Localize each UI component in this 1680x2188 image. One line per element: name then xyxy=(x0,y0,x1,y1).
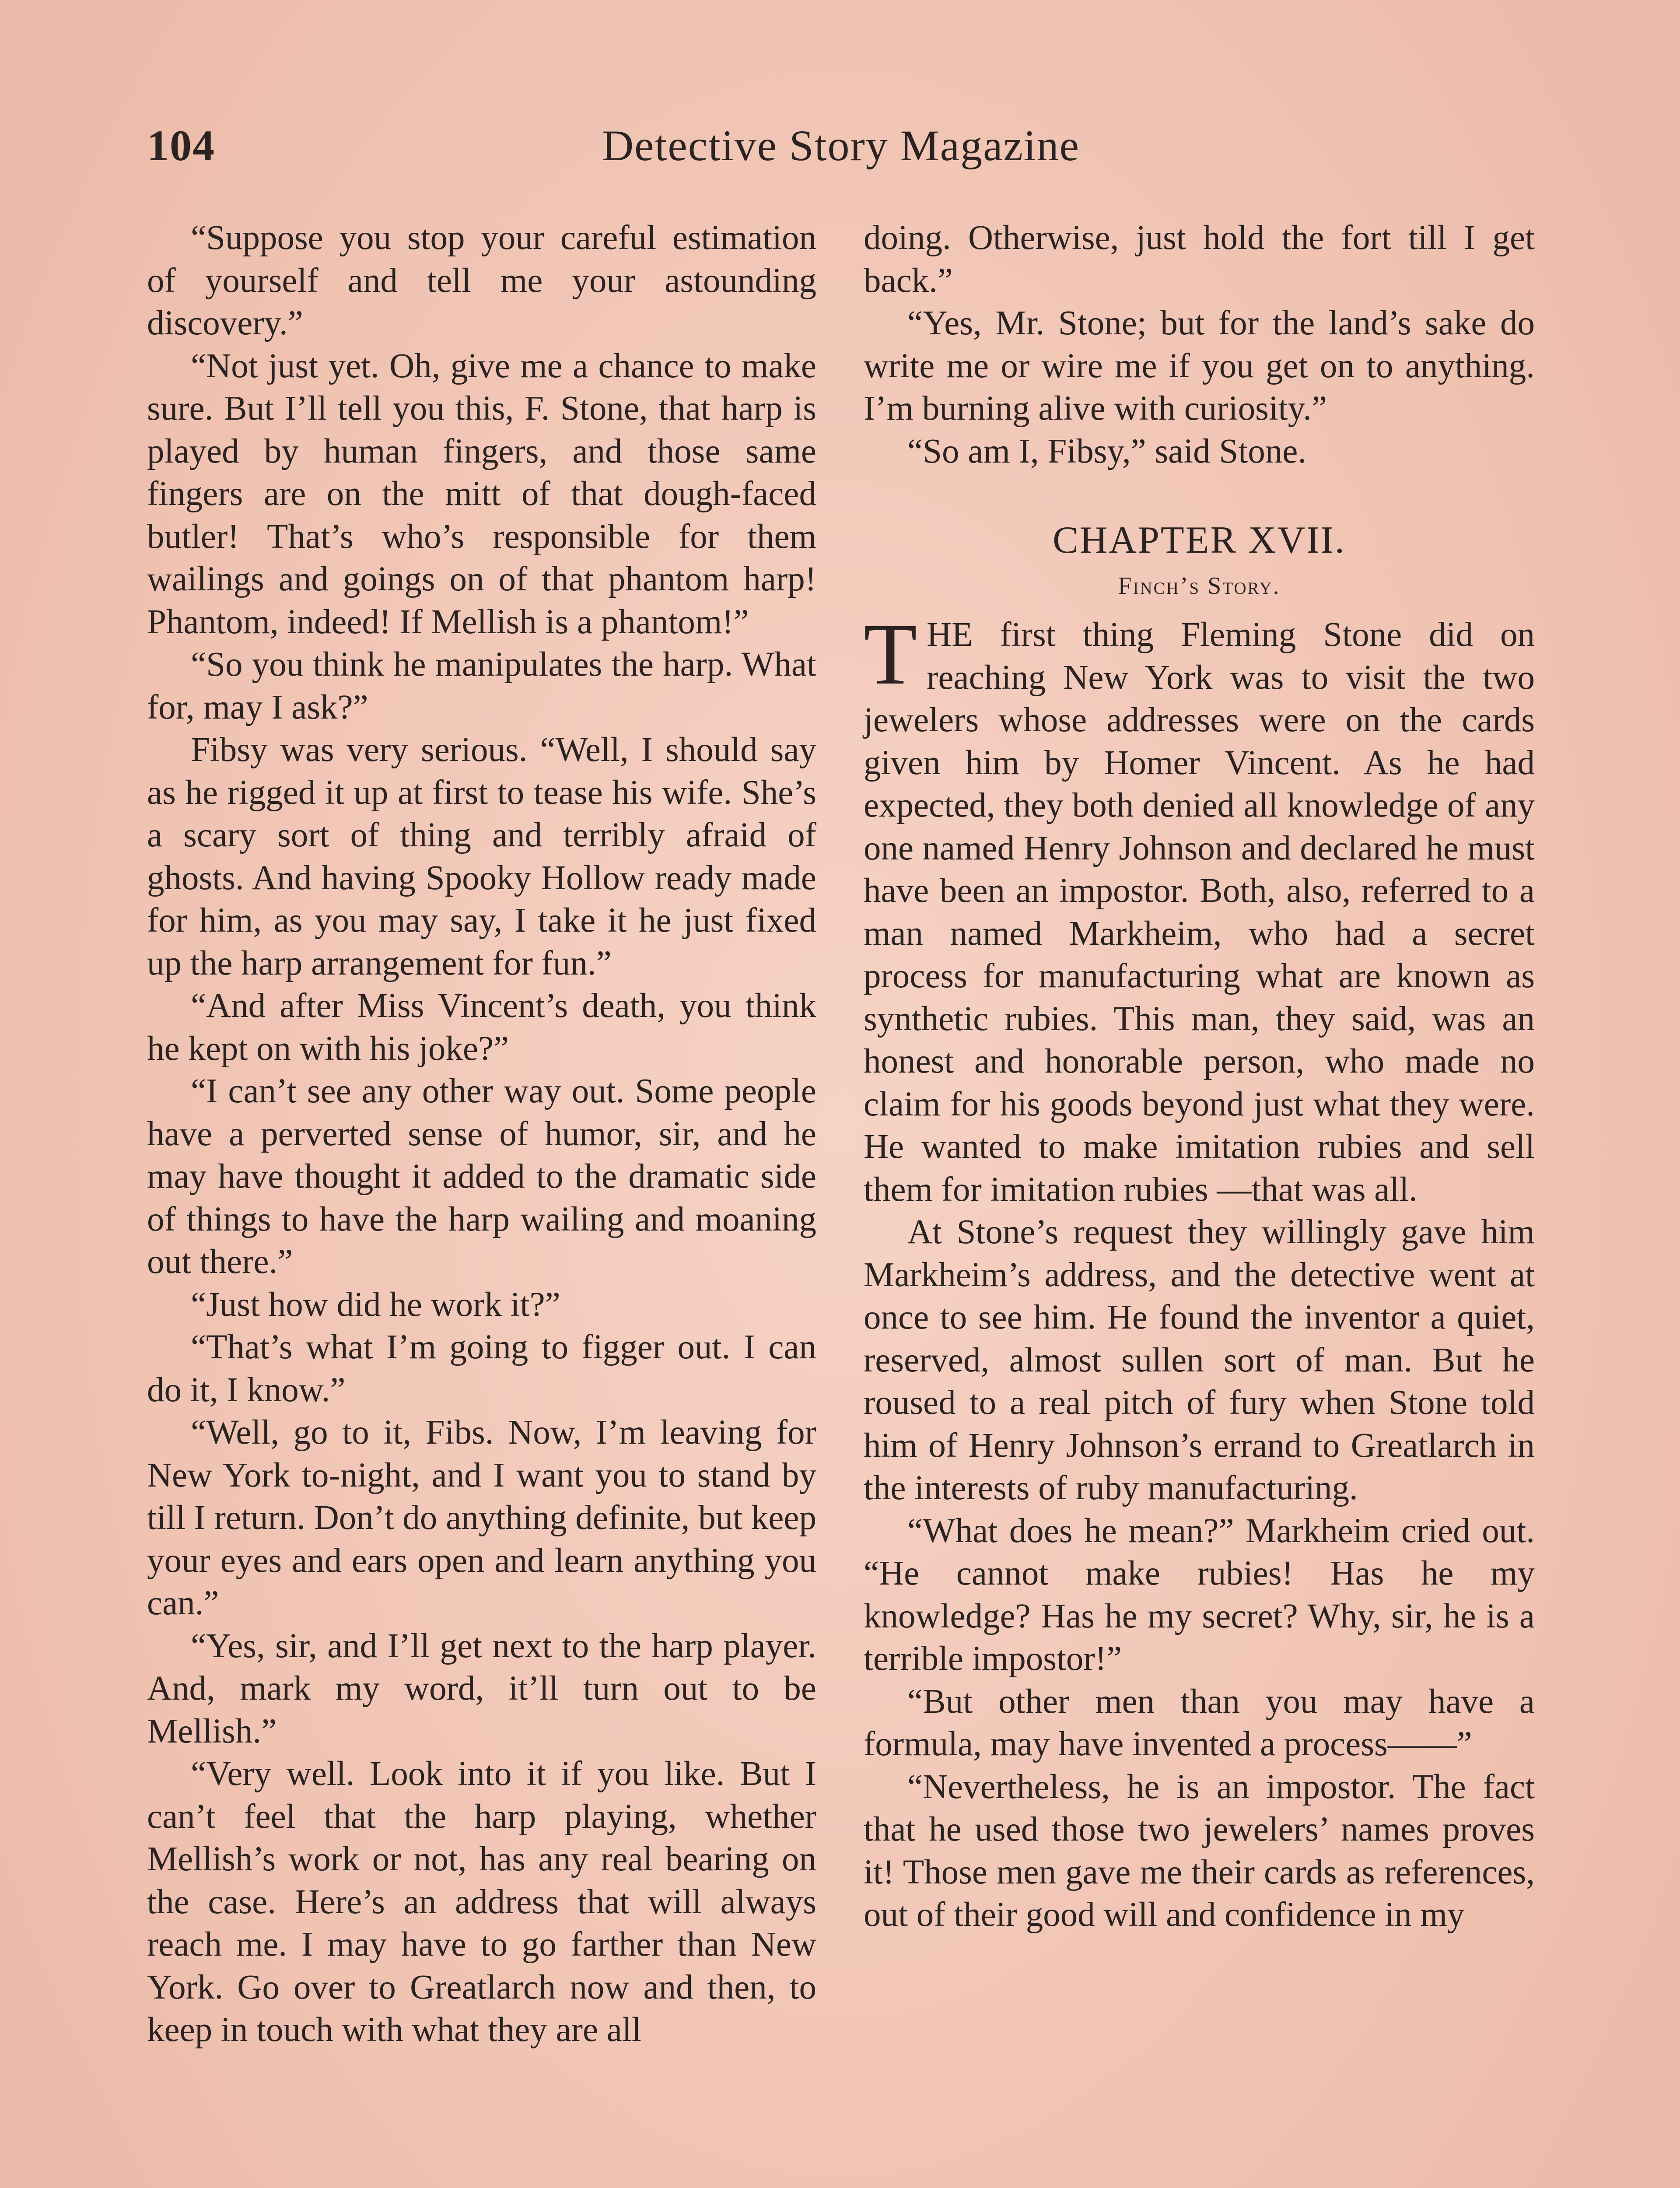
paragraph: “So am I, Fibsy,” said Stone. xyxy=(907,432,1307,470)
paragraph: “Suppose you stop your careful estimation of yourself and tell me your astounding discovery.” xyxy=(147,219,816,342)
paragraph: “Very well. Look into it if you like. But I can’t feel that the harp playing, whether Mellish’s work or not, has any real bearing on the case. Here’s an address that will always reach me. I may have to go farther than New York. Go over to Greatlarch now and then, to keep in touch with what they are all xyxy=(147,1755,816,2049)
paragraph: doing. Otherwise, just hold the fort till I get back.” xyxy=(864,219,1535,300)
paragraph: “And after Miss Vincent’s death, you think he kept on with his joke?” xyxy=(147,987,816,1068)
chapter-title: CHAPTER XVII. xyxy=(1053,519,1346,561)
opening-text: HE first thing Fleming Stone did on reaching New York was to visit the two jewelers whose addresses were on the cards given him by Homer Vincent. As he had expected, they both denied all knowledge of any one named Henry Johnson and declared he must have been an impostor. Both, also, referred to a man named Markheim, who had a secret process for manufacturing what are known as synthetic rubies. This man, they said, was an honest and honorable person, who made no claim for his goods beyond just what they were. He wanted to make imitation rubies and sell them for imitation rubies —that was all. xyxy=(864,616,1535,1209)
chapter-subtitle: Finch’s Story. xyxy=(1118,572,1281,600)
running-title: Detective Story Magazine xyxy=(602,121,1080,170)
paragraph: “Just how did he work it?” xyxy=(191,1285,560,1324)
paragraph: “Well, go to it, Fibs. Now, I’m leaving for New York to-night, and I want you to stand by till I return. Don’t do anything definite, but keep your eyes and ears open and learn anything you can.” xyxy=(147,1413,816,1622)
paragraph: “So you think he manipulates the harp. What for, may I ask?” xyxy=(147,645,816,726)
paragraph: “What does he mean?” Markheim cried out. “He cannot make rubies! Has he my knowledge? Has he my secret? Why, sir, he is a terrible impostor!” xyxy=(864,1511,1535,1678)
paragraph: “That’s what I’m going to figger out. I can do it, I know.” xyxy=(147,1328,816,1409)
paragraph: “Yes, Mr. Stone; but for the land’s sake do write me or wire me if you get on to anything. I’m burning alive with curiosity.” xyxy=(864,304,1535,428)
paragraph: “But other men than you may have a formula, may have invented a process——” xyxy=(864,1682,1535,1763)
paragraph: Fibsy was very serious. “Well, I should say as he rigged it up at first to tease his wife. She’s a scary sort of thing and terribly afraid of ghosts. And having Spooky Hollow ready made for him, as you may say, I take it he just fixed up the harp arrangement for fun.” xyxy=(147,731,816,982)
left-column xyxy=(147,217,816,2051)
paragraph: At Stone’s request they willingly gave him Markheim’s address, and the detective went at once to see him. He found the inventor a quiet, reserved, almost sullen sort of man. But he roused to a real pitch of fury when Stone told him of Henry Johnson’s errand to Greatlarch in the interests of ruby manufacturing. xyxy=(864,1213,1535,1507)
right-column xyxy=(864,217,1535,1936)
page-header xyxy=(147,120,1535,190)
page-number: 104 xyxy=(147,121,215,170)
drop-cap: T xyxy=(864,606,917,703)
paragraph: “Not just yet. Oh, give me a chance to make sure. But I’ll tell you this, F. Stone, that harp is played by human fingers, and those same fingers are on the mitt of that dough-faced butler! That’s who’s responsible for them wailings and goings on of that phantom harp! Phantom, indeed! If Mellish is a phantom!” xyxy=(147,347,816,641)
paragraph: “Nevertheless, he is an impostor. The fact that he used those two jewelers’ names proves it! Those men gave me their cards as references, out of their good will and confidence in my xyxy=(864,1767,1535,1934)
chapter-opening-paragraph xyxy=(864,606,1535,1211)
paragraph: “I can’t see any other way out. Some people have a perverted sense of humor, sir, and he may have thought it added to the dramatic side of things to have the harp wailing and moaning out there.” xyxy=(147,1072,816,1281)
paragraph: “Yes, sir, and I’ll get next to the harp player. And, mark my word, it’ll turn out to be Mellish.” xyxy=(147,1627,816,1750)
